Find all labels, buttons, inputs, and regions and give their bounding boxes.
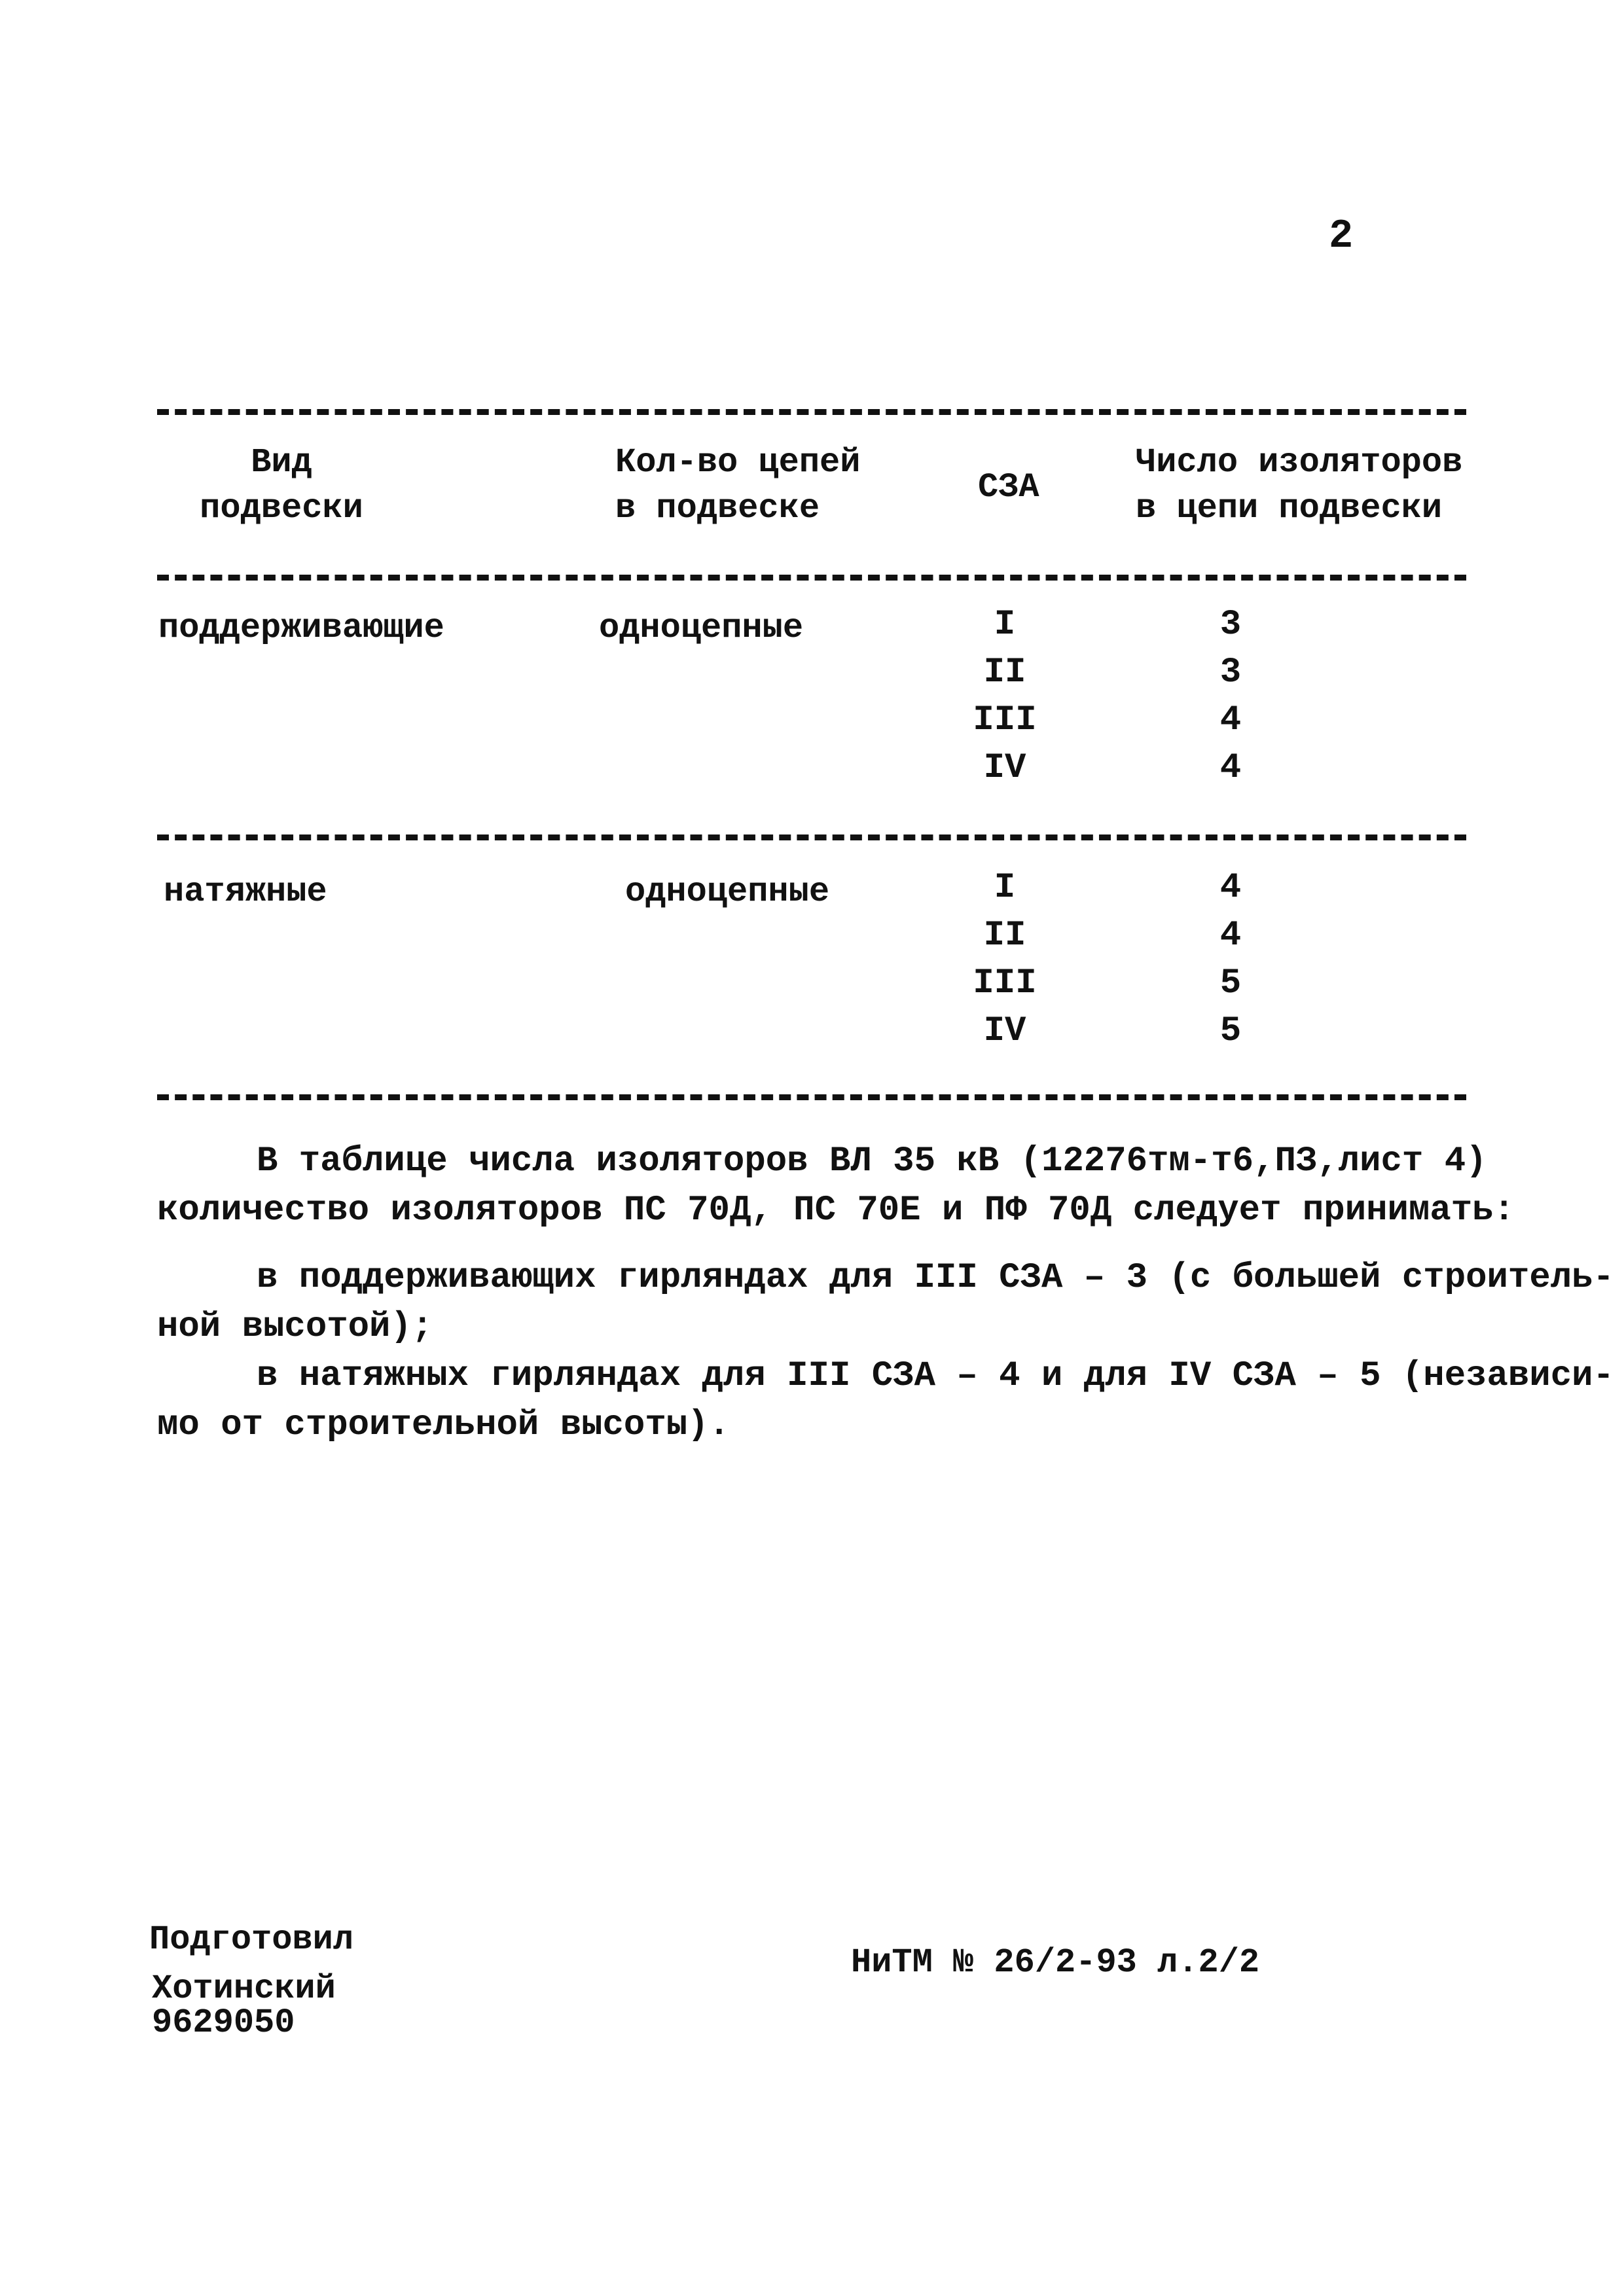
group-chains-supporting: одноцепные — [599, 609, 804, 647]
table-bottom-border — [157, 1094, 1466, 1100]
list-item: III — [973, 963, 1037, 1003]
sza-column-tension — [969, 864, 1041, 1055]
note-line: ной высотой); — [157, 1307, 433, 1347]
note-line: В таблице числа изоляторов ВЛ 35 кВ (12276тм-т6,ПЗ,лист 4) — [257, 1141, 1487, 1181]
header-insulator-count: Число изоляторов в цепи подвески — [1136, 443, 1463, 528]
prepared-by-label: Подготовил — [149, 1920, 354, 1959]
header-bottom-border — [157, 575, 1466, 581]
list-item: 4 — [1219, 868, 1242, 908]
author-name: Хотинский — [152, 1969, 336, 2008]
document-reference: НиТМ № 26/2-93 л.2/2 — [851, 1943, 1260, 1982]
list-item: 5 — [1219, 963, 1242, 1003]
note-line: мо от строительной высоты). — [157, 1405, 730, 1445]
group-chains-tension: одноцепные — [625, 872, 830, 911]
list-item: 4 — [1219, 748, 1242, 788]
header-sza: СЗА — [978, 468, 1039, 507]
list-item: IV — [983, 1011, 1026, 1051]
header-view-type: Вид подвески — [200, 443, 363, 528]
list-item: II — [983, 916, 1026, 956]
list-item: II — [983, 653, 1026, 692]
author-code: 9629050 — [152, 2003, 295, 2042]
list-item: III — [973, 700, 1037, 740]
list-item: IV — [983, 748, 1026, 788]
note-line: в натяжных гирляндах для III СЗА – 4 и для IV СЗА – 5 (независи- — [257, 1356, 1614, 1396]
page-number: 2 — [1329, 213, 1354, 259]
header-chain-count: Кол-во цепей в подвеске — [615, 443, 861, 528]
note-line: количество изоляторов ПС 70Д, ПС 70Е и ПФ 70Д следует принимать: — [157, 1191, 1515, 1230]
list-item: 3 — [1219, 605, 1242, 645]
group-type-supporting: поддерживающие — [158, 609, 444, 647]
list-item: I — [994, 868, 1016, 908]
count-column-tension — [1204, 864, 1257, 1055]
list-item: I — [994, 605, 1016, 645]
list-item: 4 — [1219, 700, 1242, 740]
list-item: 4 — [1219, 916, 1242, 956]
table-top-border — [157, 409, 1466, 415]
count-column-supporting — [1204, 601, 1257, 792]
list-item: 5 — [1219, 1011, 1242, 1051]
group-separator — [157, 834, 1466, 840]
note-line: в поддерживающих гирляндах для III СЗА – 3 (с большей строитель- — [257, 1258, 1614, 1298]
list-item: 3 — [1219, 653, 1242, 692]
group-type-tension: натяжные — [164, 872, 327, 911]
sza-column-supporting — [969, 601, 1041, 792]
